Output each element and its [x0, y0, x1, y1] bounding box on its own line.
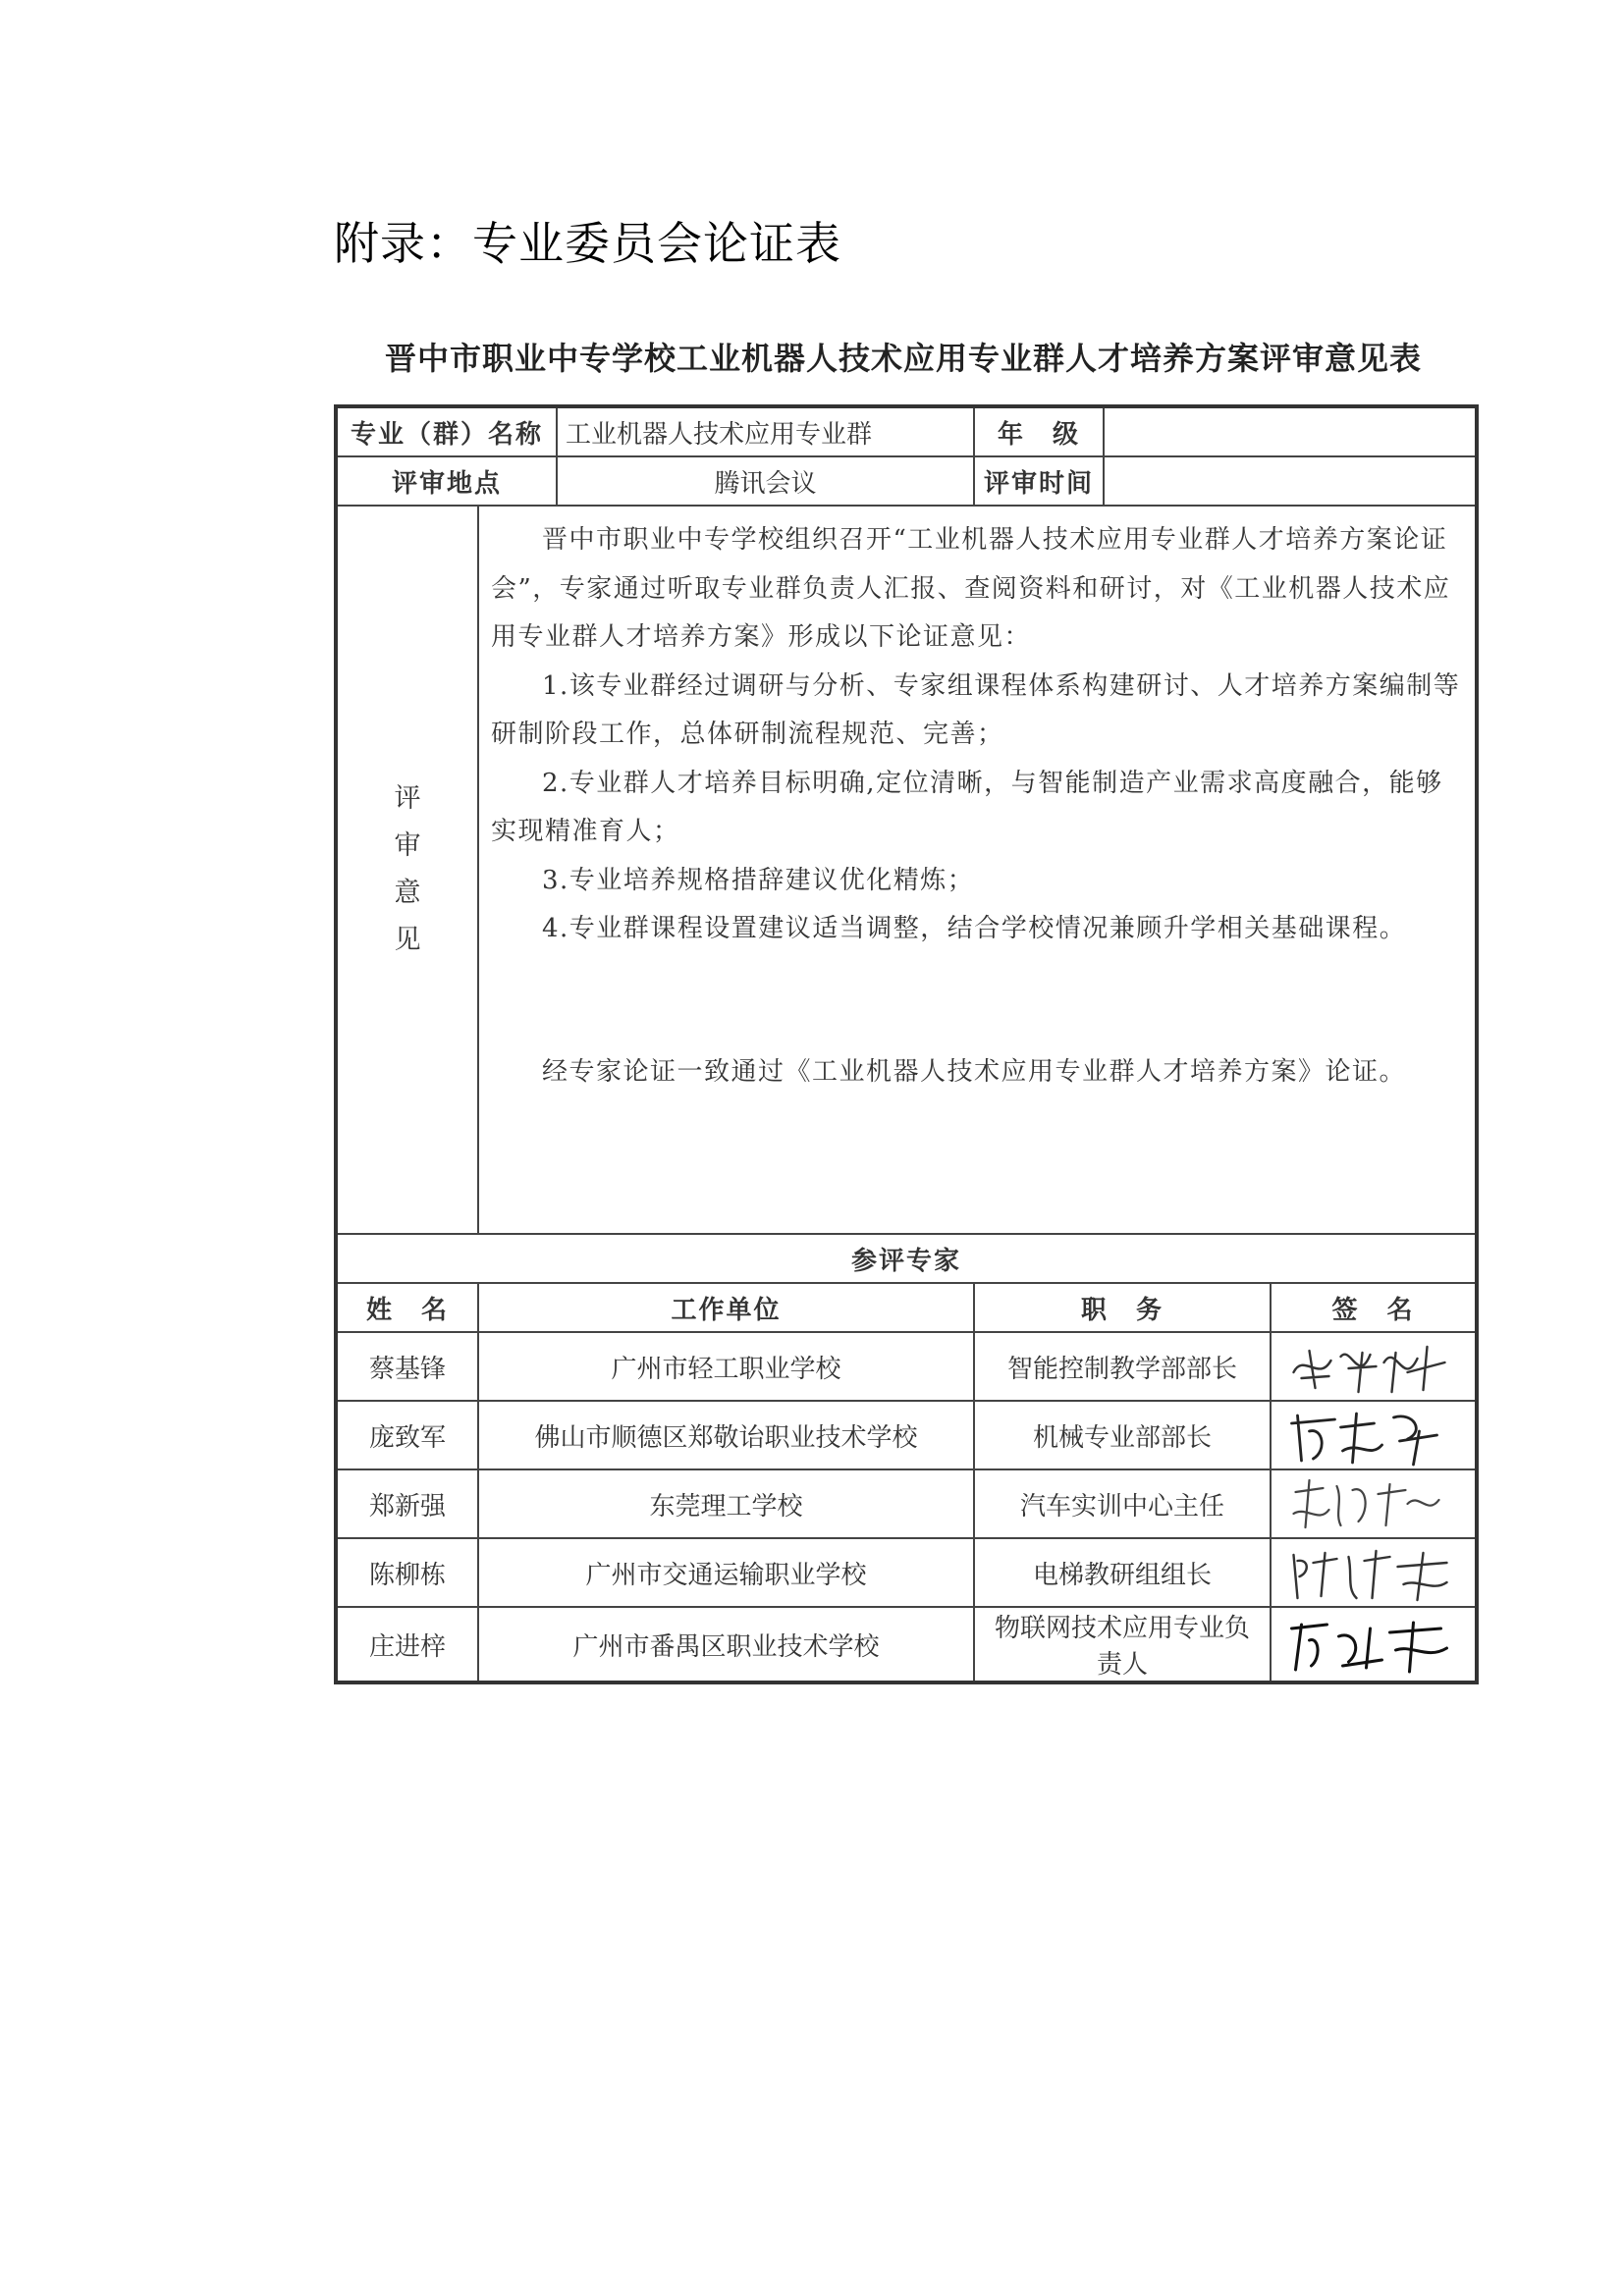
opinion-paragraph: 2.专业群人才培养目标明确,定位清晰，与智能制造产业需求高度融合，能够实现精准育人；: [491, 768, 1443, 846]
major-value: 工业机器人技术应用专业群: [557, 406, 974, 456]
col-header-name: 姓 名: [336, 1283, 478, 1332]
opinion-paragraph: 1.该专业群经过调研与分析、专家组课程体系构建研讨、人才培养方案编制等研制阶段工作，总体研制流程规范、完善；: [491, 670, 1461, 749]
expert-position: 电梯教研组组长: [974, 1538, 1271, 1607]
expert-name: 陈柳栋: [336, 1538, 478, 1607]
experts-section-title: 参评专家: [336, 1234, 1477, 1283]
expert-unit: 广州市番禺区职业技术学校: [478, 1607, 974, 1682]
expert-signature: [1271, 1401, 1477, 1469]
table-row: [336, 1401, 1477, 1469]
expert-signature: [1271, 1469, 1477, 1538]
expert-name: 庞致军: [336, 1401, 478, 1469]
expert-unit: 广州市交通运输职业学校: [478, 1538, 974, 1607]
table-row: [336, 1332, 1477, 1401]
handwritten-signature-image: [1272, 1611, 1475, 1678]
major-row: [336, 406, 1477, 456]
time-label: 评审时间: [974, 456, 1104, 506]
location-value: 腾讯会议: [557, 456, 974, 506]
opinion-label: [336, 506, 478, 1234]
opinion-paragraph: 4.专业群课程设置建议适当调整，结合学校情况兼顾升学相关基础课程。: [542, 914, 1407, 943]
expert-position: 机械专业部部长: [974, 1401, 1271, 1469]
grade-label: 年 级: [974, 406, 1104, 456]
expert-name: 蔡基锋: [336, 1332, 478, 1401]
experts-section-row: [336, 1234, 1477, 1283]
col-header-signature: 签 名: [1271, 1283, 1477, 1332]
handwritten-signature-image: [1272, 1539, 1475, 1606]
expert-signature: [1271, 1607, 1477, 1682]
expert-name: 郑新强: [336, 1469, 478, 1538]
grade-value: [1104, 406, 1477, 456]
col-header-unit: 工作单位: [478, 1283, 974, 1332]
col-header-position: 职 务: [974, 1283, 1271, 1332]
expert-position: 汽车实训中心主任: [974, 1469, 1271, 1538]
experts-header-row: [336, 1283, 1477, 1332]
opinion-paragraph: 3.专业培养规格措辞建议优化精炼；: [542, 865, 975, 895]
time-value: [1104, 456, 1477, 506]
opinion-conclusion: 经专家论证一致通过《工业机器人技术应用专业群人才培养方案》论证。: [542, 1056, 1407, 1087]
table-row: [336, 1538, 1477, 1607]
review-form-table: [334, 404, 1479, 1684]
opinion-row: [336, 506, 1477, 1234]
expert-name: 庄进梓: [336, 1607, 478, 1682]
expert-signature: [1271, 1332, 1477, 1401]
expert-position: 物联网技术应用专业负责人: [974, 1607, 1271, 1682]
expert-unit: 佛山市顺德区郑敬诒职业技术学校: [478, 1401, 974, 1469]
expert-unit: 东莞理工学校: [478, 1469, 974, 1538]
appendix-title: 附录：专业委员会论证表: [334, 217, 841, 270]
opinion-content: [478, 506, 1477, 1234]
expert-signature: [1271, 1538, 1477, 1607]
form-title: 晋中市职业中专学校工业机器人技术应用专业群人才培养方案评审意见表: [384, 340, 1422, 377]
expert-unit: 广州市轻工职业学校: [478, 1332, 974, 1401]
table-row: [336, 1469, 1477, 1538]
major-label: 专业（群）名称: [336, 406, 557, 456]
location-label: 评审地点: [336, 456, 557, 506]
handwritten-signature-image: [1272, 1470, 1475, 1537]
table-row: [336, 1607, 1477, 1682]
location-row: [336, 456, 1477, 506]
opinion-paragraph: 晋中市职业中专学校组织召开“工业机器人技术应用专业群人才培养方案论证会”，专家通过听取专业群负责人汇报、查阅资料和研讨，对《工业机器人技术应用专业群人才培养方案》形成以下论证意见：: [491, 525, 1451, 652]
handwritten-signature-image: [1272, 1333, 1475, 1400]
expert-position: 智能控制教学部部长: [974, 1332, 1271, 1401]
opinion-label-text: 评 审 意 见: [394, 783, 421, 955]
handwritten-signature-image: [1272, 1402, 1475, 1468]
